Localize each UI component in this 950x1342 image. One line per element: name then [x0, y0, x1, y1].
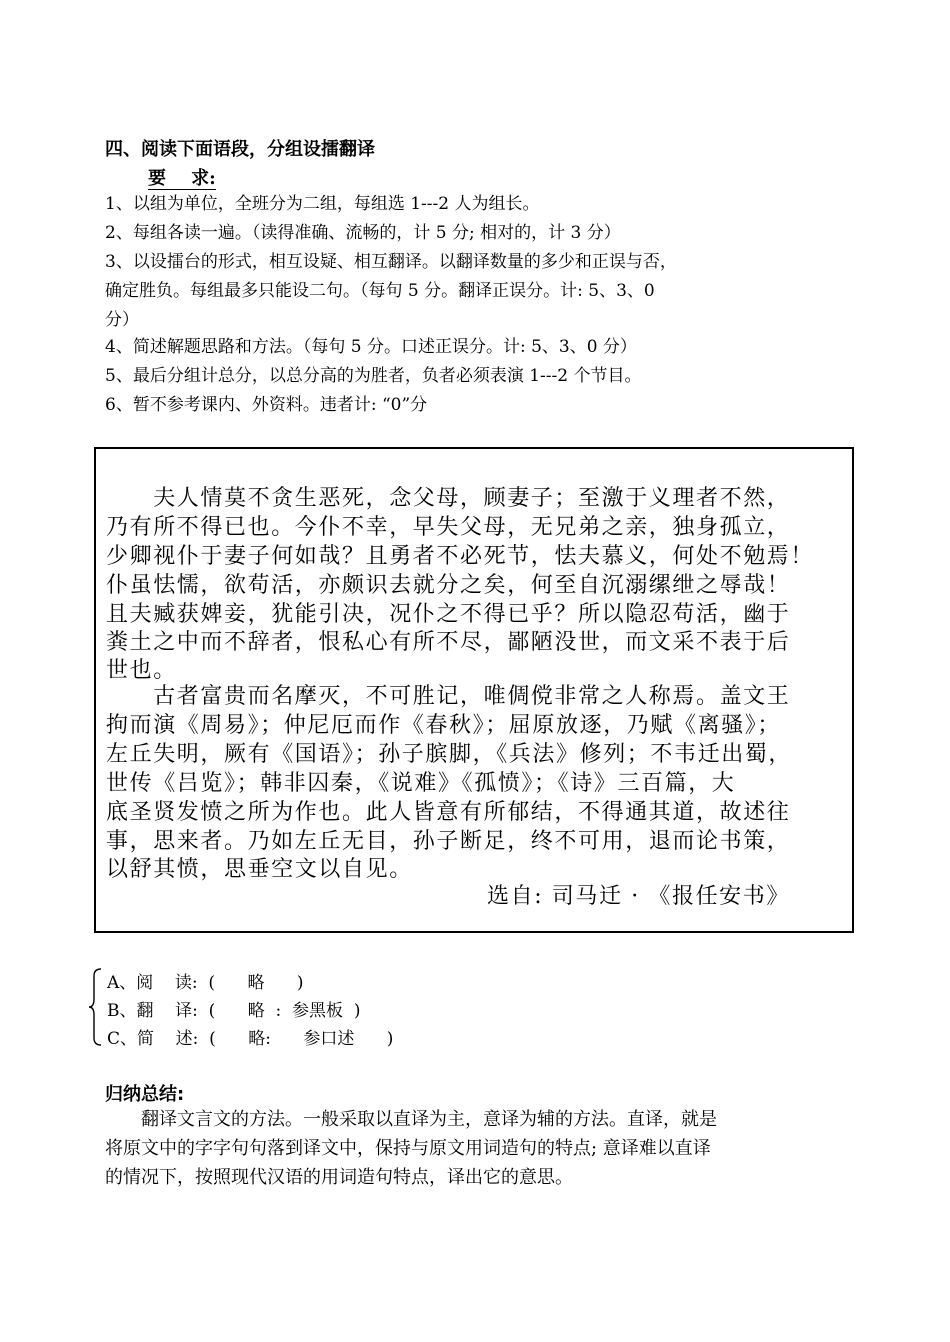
- passage-line: 以舒其愤，思垂空文以自见。: [106, 857, 413, 882]
- requirement-item: 4、简述解题思路和方法。（每句 5 分。口述正误分。计: 5、3、0 分）: [105, 337, 637, 357]
- requirement-item: 2、每组各读一遍。（读得准确、流畅的，计 5 分; 相对的，计 3 分）: [105, 223, 621, 243]
- section-heading: 四、阅读下面语段，分组设擂翻译: [105, 139, 375, 160]
- passage-line: 少卿视仆于妻子何如哉？且勇者不必死节，怯夫慕义，何处不勉焉！: [106, 544, 815, 569]
- summary-line: 的情况下，按照现代汉语的用词造句特点，译出它的意思。: [105, 1167, 573, 1188]
- passage-line: 粪土之中而不辞者，恨私心有所不尽，鄙陋没世，而文采不表于后: [106, 630, 791, 655]
- passage-line: 仆虽怯懦，欲苟活，亦颇识去就分之矣，何至自沉溺缧绁之辱哉！: [106, 573, 791, 598]
- requirement-item: 3、以设擂台的形式，相互设疑、相互翻译。以翻译数量的多少和正误与否，: [105, 252, 677, 272]
- option-describe: C、简 述: ( 略: 参口述 ): [107, 1029, 394, 1049]
- passage-line: 世也。: [106, 658, 177, 683]
- summary-heading: 归纳总结:: [105, 1084, 185, 1105]
- summary-line: 翻译文言文的方法。一般采取以直译为主，意译为辅的方法。直译，就是: [105, 1109, 717, 1130]
- passage-line: 古者富贵而名摩灭，不可胜记，唯倜傥非常之人称焉。盖文王: [106, 684, 791, 709]
- passage-line: 底圣贤发愤之所为作也。此人皆意有所郁结，不得通其道，故述往: [106, 800, 791, 825]
- curly-brace-icon: [88, 968, 102, 1046]
- passage-line: 事，思来者。乃如左丘无目，孙子断足，终不可用，退而论书策，: [106, 829, 791, 854]
- passage-line: 拘而演《周易》；仲尼厄而作《春秋》；屈原放逐，乃赋《离骚》；: [106, 713, 782, 738]
- passage-source: 选自: 司马迁 · 《报任安书》: [487, 884, 790, 909]
- requirements-label-wrap: [148, 164, 216, 190]
- requirements-label: 要 求:: [148, 168, 216, 189]
- passage-line: 夫人情莫不贪生恶死，念父母，顾妻子；至激于义理者不然，: [106, 486, 791, 511]
- passage-line: 且夫臧获婢妾，犹能引决，况仆之不得已乎？所以隐忍苟活，幽于: [106, 602, 791, 627]
- passage-line: 世传《吕览》；韩非囚秦，《说难》《孤愤》；《诗》三百篇，大: [106, 771, 736, 796]
- requirement-item: 确定胜负。每组最多只能设二句。（每句 5 分。翻译正误分。计: 5、3、0: [105, 281, 655, 301]
- requirement-item: 6、暂不参考课内、外资料。违者计: “0”分: [105, 395, 428, 415]
- option-read: A、阅 读: ( 略 ): [107, 973, 304, 993]
- passage-line: 左丘失明，厥有《国语》；孙子膑脚，《兵法》修列；不韦迁出蜀，: [106, 742, 793, 767]
- passage-line: 乃有所不得已也。今仆不幸，早失父母，无兄弟之亲，独身孤立，: [106, 515, 791, 540]
- requirement-item: 1、以组为单位，全班分为二组，每组选 1---2 人为组长。: [105, 194, 540, 214]
- passage-box: [94, 447, 854, 933]
- summary-body: [105, 1105, 855, 1192]
- summary-line: 将原文中的字字句句落到译文中，保持与原文用词造句的特点; 意译难以直译: [105, 1138, 711, 1159]
- requirement-item: 分）: [105, 310, 139, 330]
- option-translate: B、翻 译: ( 略 : 参黑板 ): [107, 1001, 361, 1021]
- requirement-item: 5、最后分组计总分，以总分高的为胜者，负者必须表演 1---2 个节目。: [105, 366, 642, 386]
